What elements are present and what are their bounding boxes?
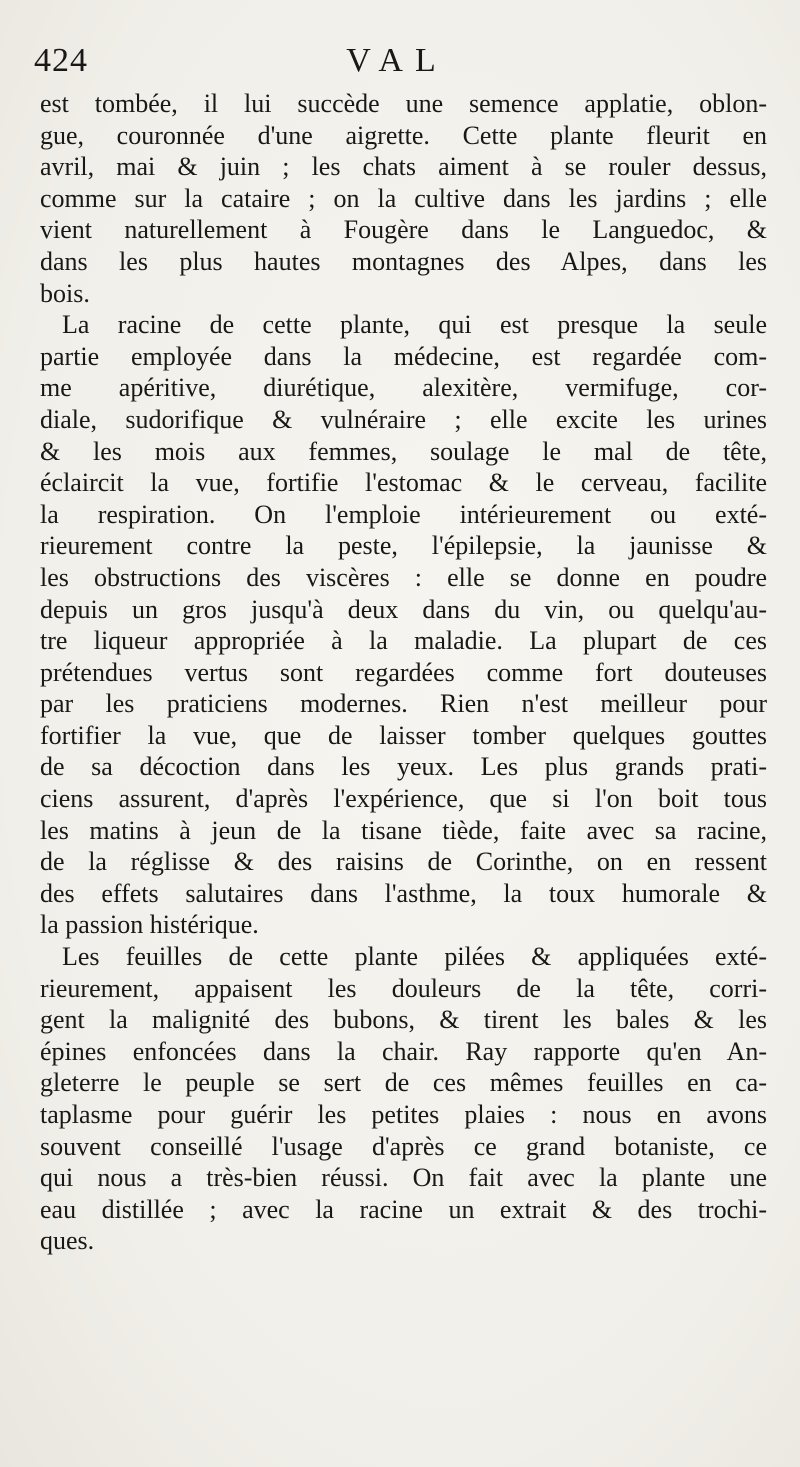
page-header bbox=[34, 42, 760, 92]
text-line: de sa décoction dans les yeux. Les plus grands prati- bbox=[40, 752, 767, 782]
running-head: VAL bbox=[346, 42, 448, 79]
text-line: La racine de cette plante, qui est presque la seule bbox=[62, 310, 767, 340]
text-line: fortifier la vue, que de laisser tomber quelques gouttes bbox=[40, 720, 767, 750]
text-line: comme sur la cataire ; on la cultive dans les jardins ; elle bbox=[40, 183, 767, 213]
text-line: vient naturellement à Fougère dans le Languedoc, & bbox=[40, 215, 767, 245]
paragraph-3 bbox=[40, 941, 767, 1257]
text-line: les obstructions des viscères : elle se donne en poudre bbox=[40, 562, 767, 592]
text-line: les matins à jeun de la tisane tiède, faite avec sa racine, bbox=[40, 815, 767, 845]
text-line: éclaircit la vue, fortifie l'estomac & le cerveau, facilite bbox=[40, 468, 767, 498]
text-line: rieurement, appaisent les douleurs de la tête, corri- bbox=[40, 973, 767, 1003]
text-line: partie employée dans la médecine, est regardée com- bbox=[40, 341, 767, 371]
text-line: dans les plus hautes montagnes des Alpes, dans les bbox=[40, 246, 767, 276]
text-line: est tombée, il lui succède une semence applatie, oblon- bbox=[40, 89, 767, 118]
text-line: prétendues vertus sont regardées comme fort douteuses bbox=[40, 657, 767, 687]
text-line: bois. bbox=[40, 278, 90, 308]
text-line: taplasme pour guérir les petites plaies : nous en avons bbox=[40, 1100, 767, 1129]
text-line: gent la malignité des bubons, & tirent les bales & les bbox=[40, 1005, 767, 1035]
text-line: ciens assurent, d'après l'expérience, que si l'on boit tous bbox=[40, 784, 767, 814]
body-text bbox=[40, 88, 767, 1257]
text-line: diale, sudorifique & vulnéraire ; elle excite les urines bbox=[40, 404, 767, 434]
text-line: de la réglisse & des raisins de Corinthe, on en ressent bbox=[40, 847, 767, 877]
text-line: épines enfoncées dans la chair. Ray rapporte qu'en An- bbox=[40, 1036, 767, 1066]
text-line: la passion histérique. bbox=[40, 910, 259, 940]
page-number: 424 bbox=[34, 42, 88, 79]
text-line: Les feuilles de cette plante pilées & appliquées exté- bbox=[62, 942, 767, 972]
text-line: eau distillée ; avec la racine un extrait & des trochi- bbox=[40, 1194, 767, 1224]
text-line: tre liqueur appropriée à la maladie. La plupart de ces bbox=[40, 626, 767, 656]
text-line: la respiration. On l'emploie intérieurement ou exté- bbox=[40, 499, 767, 529]
text-line: par les praticiens modernes. Rien n'est meilleur pour bbox=[40, 689, 767, 719]
text-line: me apéritive, diurétique, alexitère, vermifuge, cor- bbox=[40, 373, 767, 403]
text-line: qui nous a très-bien réussi. On fait avec la plante une bbox=[40, 1163, 767, 1193]
text-line: gleterre le peuple se sert de ces mêmes feuilles en ca- bbox=[40, 1068, 767, 1098]
paragraph-1 bbox=[40, 88, 767, 309]
text-line: gue, couronnée d'une aigrette. Cette plante fleurit en bbox=[40, 120, 767, 150]
text-line: des effets salutaires dans l'asthme, la toux humorale & bbox=[40, 878, 767, 908]
text-line: & les mois aux femmes, soulage le mal de tête, bbox=[40, 436, 767, 466]
text-line: rieurement contre la peste, l'épilepsie, la jaunisse & bbox=[40, 531, 767, 561]
text-line: depuis un gros jusqu'à deux dans du vin, ou quelqu'au- bbox=[40, 594, 767, 624]
text-line: ques. bbox=[40, 1226, 95, 1256]
text-line: souvent conseillé l'usage d'après ce grand botaniste, ce bbox=[40, 1131, 767, 1161]
paragraph-2 bbox=[40, 309, 767, 941]
text-line: avril, mai & juin ; les chats aiment à se rouler dessus, bbox=[40, 152, 767, 182]
